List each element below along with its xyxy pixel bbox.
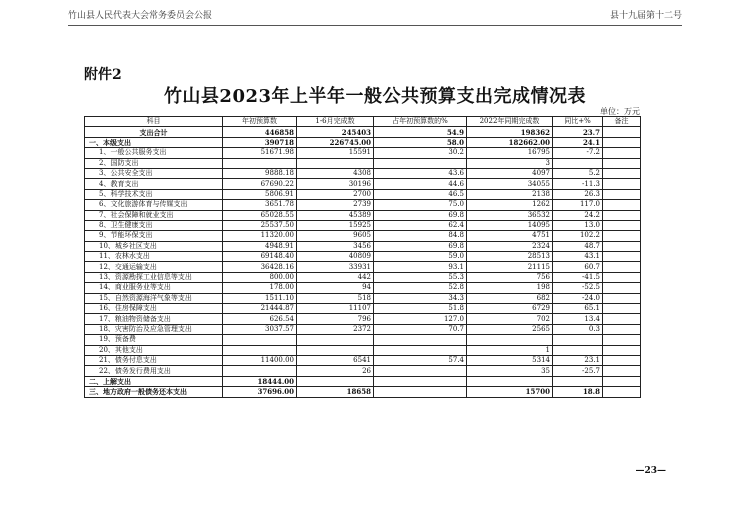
page-number: —23—	[635, 466, 666, 476]
cell-yoy: 13.4	[553, 314, 603, 324]
cell-subject: 7、社会保障和就业支出	[85, 210, 223, 220]
cell-prev-year: 2138	[467, 189, 553, 199]
cell-prev-year: 28513	[467, 252, 553, 262]
col-header-subject: 科目	[85, 117, 223, 127]
cell-budget: 37696.00	[223, 387, 297, 397]
table-header-row	[85, 117, 641, 127]
table-row	[85, 335, 641, 345]
cell-subject: 15、自然资源海洋气象等支出	[85, 293, 223, 303]
cell-completed: 3456	[297, 241, 374, 251]
cell-note	[603, 272, 641, 282]
cell-yoy: -11.3	[553, 179, 603, 189]
cell-completed: 796	[297, 314, 374, 324]
table-row	[85, 158, 641, 168]
cell-prev-year: 198362	[467, 127, 553, 137]
cell-completed: 442	[297, 272, 374, 282]
cell-prev-year: 34055	[467, 179, 553, 189]
cell-note	[603, 335, 641, 345]
cell-yoy: 65.1	[553, 304, 603, 314]
table-row	[85, 387, 641, 397]
cell-prev-year: 702	[467, 314, 553, 324]
cell-percent: 75.0	[374, 200, 467, 210]
cell-budget: 446858	[223, 127, 297, 137]
cell-budget: 626.54	[223, 314, 297, 324]
cell-subject: 14、商业服务业等支出	[85, 283, 223, 293]
cell-budget: 65028.55	[223, 210, 297, 220]
cell-completed: 40809	[297, 252, 374, 262]
cell-yoy: 60.7	[553, 262, 603, 272]
cell-subject: 1、一般公共服务支出	[85, 148, 223, 158]
cell-completed: 2372	[297, 324, 374, 334]
cell-yoy: 13.0	[553, 220, 603, 230]
cell-budget: 4948.91	[223, 241, 297, 251]
cell-note	[603, 231, 641, 241]
cell-note	[603, 366, 641, 376]
cell-note	[603, 304, 641, 314]
col-header-budget: 年初预算数	[223, 117, 297, 127]
cell-yoy: 0.3	[553, 324, 603, 334]
cell-percent: 69.8	[374, 210, 467, 220]
cell-subject: 9、节能环保支出	[85, 231, 223, 241]
cell-subject: 12、交通运输支出	[85, 262, 223, 272]
cell-note	[603, 387, 641, 397]
cell-yoy: 102.2	[553, 231, 603, 241]
cell-yoy: 43.1	[553, 252, 603, 262]
header-rule	[68, 25, 682, 26]
cell-prev-year: 182662.00	[467, 137, 553, 147]
cell-percent	[374, 366, 467, 376]
cell-note	[603, 220, 641, 230]
cell-prev-year: 1	[467, 345, 553, 355]
cell-budget	[223, 158, 297, 168]
cell-subject: 13、资源勘探工业信息等支出	[85, 272, 223, 282]
cell-note	[603, 179, 641, 189]
cell-budget: 11320.00	[223, 231, 297, 241]
col-header-completed: 1-6月完成数	[297, 117, 374, 127]
cell-budget: 11400.00	[223, 355, 297, 365]
cell-prev-year: 35	[467, 366, 553, 376]
cell-budget: 800.00	[223, 272, 297, 282]
table-row	[85, 366, 641, 376]
cell-note	[603, 376, 641, 386]
cell-completed: 4308	[297, 168, 374, 178]
cell-prev-year: 756	[467, 272, 553, 282]
cell-percent: 58.0	[374, 137, 467, 147]
cell-percent	[374, 158, 467, 168]
cell-percent: 44.6	[374, 179, 467, 189]
cell-subject: 16、住房保障支出	[85, 304, 223, 314]
cell-note	[603, 355, 641, 365]
cell-budget: 18444.00	[223, 376, 297, 386]
cell-yoy: 18.8	[553, 387, 603, 397]
cell-prev-year	[467, 335, 553, 345]
cell-note	[603, 168, 641, 178]
cell-subject: 20、其他支出	[85, 345, 223, 355]
cell-completed: 2739	[297, 200, 374, 210]
table-row	[85, 324, 641, 334]
table-row	[85, 179, 641, 189]
cell-prev-year: 682	[467, 293, 553, 303]
cell-completed: 2700	[297, 189, 374, 199]
cell-yoy: -41.5	[553, 272, 603, 282]
cell-subject: 19、预备费	[85, 335, 223, 345]
cell-completed: 226745.00	[297, 137, 374, 147]
table-row	[85, 168, 641, 178]
cell-prev-year: 15700	[467, 387, 553, 397]
cell-prev-year: 14095	[467, 220, 553, 230]
col-header-note: 备注	[603, 117, 641, 127]
cell-percent: 84.8	[374, 231, 467, 241]
cell-prev-year: 1262	[467, 200, 553, 210]
table-row	[85, 376, 641, 386]
cell-budget: 5806.91	[223, 189, 297, 199]
cell-note	[603, 283, 641, 293]
unit-label: 单位：万元	[600, 107, 640, 116]
cell-budget	[223, 345, 297, 355]
cell-completed: 518	[297, 293, 374, 303]
cell-yoy: 23.7	[553, 127, 603, 137]
cell-note	[603, 324, 641, 334]
cell-budget: 1511.10	[223, 293, 297, 303]
cell-completed: 26	[297, 366, 374, 376]
cell-percent: 62.4	[374, 220, 467, 230]
cell-budget: 21444.87	[223, 304, 297, 314]
cell-prev-year: 198	[467, 283, 553, 293]
table-row	[85, 262, 641, 272]
cell-budget: 3651.78	[223, 200, 297, 210]
cell-yoy	[553, 158, 603, 168]
col-header-prev-year: 2022年同期完成数	[467, 117, 553, 127]
cell-completed: 45389	[297, 210, 374, 220]
cell-note	[603, 252, 641, 262]
cell-completed: 15925	[297, 220, 374, 230]
cell-note	[603, 200, 641, 210]
cell-percent: 93.1	[374, 262, 467, 272]
cell-budget: 178.00	[223, 283, 297, 293]
cell-percent: 127.0	[374, 314, 467, 324]
table-row	[85, 220, 641, 230]
cell-note	[603, 314, 641, 324]
cell-percent: 52.8	[374, 283, 467, 293]
table-row	[85, 304, 641, 314]
cell-completed: 6541	[297, 355, 374, 365]
cell-note	[603, 189, 641, 199]
table-row	[85, 283, 641, 293]
cell-subject: 18、灾害防治及应急管理支出	[85, 324, 223, 334]
cell-percent: 55.3	[374, 272, 467, 282]
cell-yoy	[553, 335, 603, 345]
header-issue: 县十九届第十二号	[609, 11, 682, 21]
cell-prev-year: 3	[467, 158, 553, 168]
col-header-percent: 占年初预算数的%	[374, 117, 467, 127]
cell-prev-year: 2565	[467, 324, 553, 334]
cell-budget: 9888.18	[223, 168, 297, 178]
cell-prev-year: 5314	[467, 355, 553, 365]
cell-percent	[374, 376, 467, 386]
table-row	[85, 241, 641, 251]
document-title: 竹山县2023年上半年一般公共预算支出完成情况表	[163, 86, 587, 107]
cell-percent: 30.2	[374, 148, 467, 158]
cell-note	[603, 210, 641, 220]
table-row	[85, 200, 641, 210]
cell-budget: 25537.50	[223, 220, 297, 230]
cell-subject: 三、地方政府一般债务还本支出	[85, 387, 223, 397]
cell-budget: 36428.16	[223, 262, 297, 272]
cell-percent: 59.0	[374, 252, 467, 262]
cell-note	[603, 148, 641, 158]
cell-completed	[297, 158, 374, 168]
cell-yoy: 117.0	[553, 200, 603, 210]
cell-prev-year	[467, 376, 553, 386]
cell-yoy: 48.7	[553, 241, 603, 251]
cell-note	[603, 158, 641, 168]
cell-percent: 70.7	[374, 324, 467, 334]
running-header	[68, 6, 682, 22]
cell-subject: 一、本级支出	[85, 137, 223, 147]
cell-subject: 10、城乡社区支出	[85, 241, 223, 251]
cell-budget	[223, 335, 297, 345]
cell-note	[603, 127, 641, 137]
cell-prev-year: 16795	[467, 148, 553, 158]
cell-prev-year: 36532	[467, 210, 553, 220]
cell-yoy: -24.0	[553, 293, 603, 303]
cell-note	[603, 241, 641, 251]
table-row	[85, 137, 641, 147]
col-header-yoy: 同比+%	[553, 117, 603, 127]
cell-subject: 6、文化旅游体育与传媒支出	[85, 200, 223, 210]
cell-budget: 3037.57	[223, 324, 297, 334]
cell-subject: 22、债务发行费用支出	[85, 366, 223, 376]
cell-prev-year: 4751	[467, 231, 553, 241]
cell-note	[603, 262, 641, 272]
cell-yoy: 23.1	[553, 355, 603, 365]
expenditure-table	[84, 116, 641, 398]
cell-subject: 二、上解支出	[85, 376, 223, 386]
cell-subject: 2、国防支出	[85, 158, 223, 168]
cell-percent	[374, 345, 467, 355]
cell-percent	[374, 387, 467, 397]
table-row	[85, 210, 641, 220]
cell-completed: 15591	[297, 148, 374, 158]
table-row	[85, 252, 641, 262]
cell-completed: 30196	[297, 179, 374, 189]
cell-completed	[297, 376, 374, 386]
cell-completed: 9605	[297, 231, 374, 241]
table-row	[85, 148, 641, 158]
cell-yoy: 26.3	[553, 189, 603, 199]
cell-subject: 4、教育支出	[85, 179, 223, 189]
cell-percent: 57.4	[374, 355, 467, 365]
cell-completed: 33931	[297, 262, 374, 272]
cell-completed: 245403	[297, 127, 374, 137]
cell-yoy: 24.1	[553, 137, 603, 147]
cell-completed	[297, 345, 374, 355]
table-row	[85, 231, 641, 241]
cell-percent: 46.5	[374, 189, 467, 199]
cell-yoy	[553, 376, 603, 386]
table-row	[85, 272, 641, 282]
cell-yoy: -25.7	[553, 366, 603, 376]
cell-budget: 67690.22	[223, 179, 297, 189]
attachment-label: 附件2	[84, 67, 122, 83]
cell-subject: 支出合计	[85, 127, 223, 137]
cell-subject: 11、农林水支出	[85, 252, 223, 262]
cell-yoy: 24.2	[553, 210, 603, 220]
cell-note	[603, 293, 641, 303]
cell-prev-year: 6729	[467, 304, 553, 314]
table-row	[85, 189, 641, 199]
cell-completed: 11107	[297, 304, 374, 314]
cell-percent: 54.9	[374, 127, 467, 137]
cell-percent: 34.3	[374, 293, 467, 303]
cell-yoy: -52.5	[553, 283, 603, 293]
cell-budget: 51671.98	[223, 148, 297, 158]
cell-percent	[374, 335, 467, 345]
table-row	[85, 293, 641, 303]
table-row	[85, 314, 641, 324]
cell-yoy: 5.2	[553, 168, 603, 178]
header-publication: 竹山县人民代表大会常务委员会公报	[68, 11, 213, 21]
cell-budget: 69148.40	[223, 252, 297, 262]
cell-subject: 8、卫生健康支出	[85, 220, 223, 230]
table-row	[85, 355, 641, 365]
cell-subject: 3、公共安全支出	[85, 168, 223, 178]
cell-prev-year: 21115	[467, 262, 553, 272]
cell-prev-year: 4097	[467, 168, 553, 178]
table-row	[85, 345, 641, 355]
cell-note	[603, 137, 641, 147]
cell-completed: 18658	[297, 387, 374, 397]
cell-budget	[223, 366, 297, 376]
cell-subject: 21、债务付息支出	[85, 355, 223, 365]
cell-prev-year: 2324	[467, 241, 553, 251]
cell-yoy: -7.2	[553, 148, 603, 158]
cell-completed	[297, 335, 374, 345]
cell-subject: 5、科学技术支出	[85, 189, 223, 199]
cell-percent: 51.8	[374, 304, 467, 314]
cell-budget: 390718	[223, 137, 297, 147]
cell-subject: 17、粮油物资储备支出	[85, 314, 223, 324]
cell-percent: 69.8	[374, 241, 467, 251]
cell-percent: 43.6	[374, 168, 467, 178]
cell-note	[603, 345, 641, 355]
table-row	[85, 127, 641, 137]
cell-yoy	[553, 345, 603, 355]
cell-completed: 94	[297, 283, 374, 293]
